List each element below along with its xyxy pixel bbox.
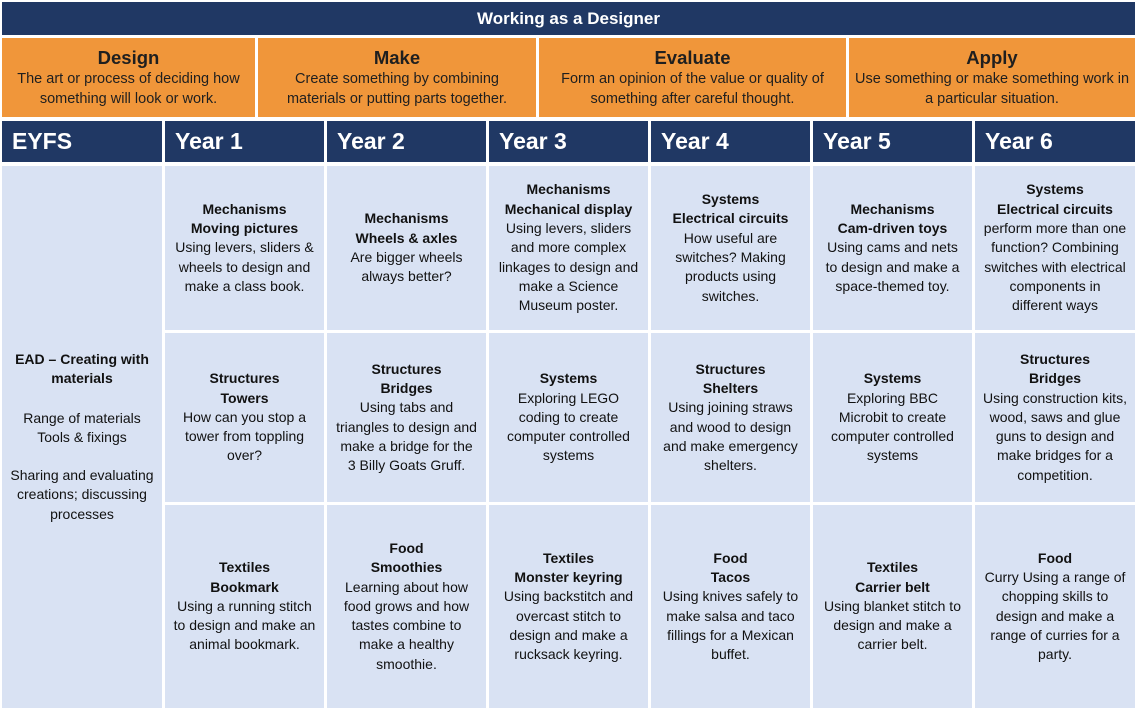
eyfs-line: Sharing and evaluating creations; discussing processes xyxy=(10,467,154,522)
unit-description: Learning about how food grows and how tastes combine to make a healthy smoothie. xyxy=(343,578,470,672)
unit-cell xyxy=(327,505,486,708)
unit-description: Exploring BBC Microbit to create computer controlled systems xyxy=(831,389,954,464)
unit-description: Using backstitch and overcast stitch to design and make a rucksack keyring. xyxy=(503,588,634,663)
unit-description: How useful are switches? Making products using switches. xyxy=(675,229,786,304)
year-header-4: Year 4 xyxy=(651,121,810,162)
phase-name: Apply xyxy=(966,46,1018,68)
phase-design xyxy=(2,38,255,117)
unit-cell xyxy=(813,333,972,502)
unit-cell xyxy=(975,333,1135,502)
phase-description: Form an opinion of the value or quality of something after careful thought. xyxy=(561,70,824,107)
phase-name: Evaluate xyxy=(654,46,731,68)
unit-topic: Textiles xyxy=(218,559,271,576)
phase-description: Use something or make something work in a particular situation. xyxy=(855,70,1130,107)
unit-topic: Structures xyxy=(695,360,766,377)
eyfs-heading: EAD – Creating with materials xyxy=(15,350,149,387)
unit-description: Using tabs and triangles to design and make a bridge for the 3 Billy Goats Gruff. xyxy=(336,399,477,474)
unit-description: Curry Using a range of chopping skills to design and make a range of curries for a party. xyxy=(984,568,1126,663)
unit-project: Wheels & axles xyxy=(355,229,458,246)
phase-description: The art or process of deciding how something will look or work. xyxy=(17,70,240,107)
unit-project: Electrical circuits xyxy=(672,210,789,227)
unit-description: Using levers, sliders and more complex linkages to design and make a Science Museum poster. xyxy=(498,220,639,314)
unit-project: Tacos xyxy=(710,568,751,585)
unit-description: Are bigger wheels always better? xyxy=(350,249,463,285)
unit-project: Monster keyring xyxy=(514,568,623,585)
unit-topic: Mechanisms xyxy=(850,200,935,217)
unit-description: Using a running stitch to design and make an animal bookmark. xyxy=(173,597,316,653)
unit-project: Electrical circuits xyxy=(997,200,1113,217)
unit-cell xyxy=(651,333,810,502)
unit-topic: Food xyxy=(1037,549,1073,566)
unit-project: Shelters xyxy=(702,379,759,396)
eyfs-line: Tools & fixings xyxy=(37,428,127,445)
unit-topic: Systems xyxy=(863,370,922,387)
unit-description: Using cams and nets to design and make a space-themed toy. xyxy=(825,239,960,294)
unit-topic: Mechanisms xyxy=(202,200,287,217)
unit-project: Bridges xyxy=(380,379,433,396)
unit-topic: Mechanisms xyxy=(364,210,449,227)
unit-description: Using knives safely to make salsa and taco fillings for a Mexican buffet. xyxy=(662,588,799,663)
unit-cell xyxy=(489,505,648,708)
unit-topic: Structures xyxy=(1019,350,1091,367)
unit-cell xyxy=(813,166,972,330)
phase-evaluate xyxy=(539,38,846,117)
unit-project: Mechanical display xyxy=(504,200,633,217)
unit-cell xyxy=(165,505,324,708)
unit-cell xyxy=(165,166,324,330)
unit-cell xyxy=(975,505,1135,708)
unit-description: perform more than one function? Combining switches with electrical components in different ways xyxy=(983,220,1127,314)
unit-description: Using joining straws and wood to design and make emergency shelters. xyxy=(663,399,798,474)
eyfs-line: Range of materials xyxy=(23,409,141,426)
unit-topic: Structures xyxy=(371,360,442,377)
phase-name: Make xyxy=(373,46,421,68)
unit-cell xyxy=(489,166,648,330)
unit-description: Using construction kits, wood, saws and glue guns to design and make bridges for a competition. xyxy=(983,389,1127,483)
unit-project: Moving pictures xyxy=(190,220,299,237)
phase-description: Create something by combining materials or putting parts together. xyxy=(286,70,508,107)
unit-cell xyxy=(975,166,1135,330)
phase-name: Design xyxy=(97,46,160,68)
unit-cell xyxy=(489,333,648,502)
unit-project: Towers xyxy=(220,389,269,406)
year-header-6: Year 6 xyxy=(975,121,1135,162)
unit-cell xyxy=(327,333,486,502)
unit-topic: Textiles xyxy=(542,549,595,566)
unit-description: Using blanket stitch to design and make a carrier belt. xyxy=(824,597,961,653)
unit-project: Cam-driven toys xyxy=(837,220,948,237)
unit-topic: Textiles xyxy=(866,559,919,576)
unit-cell xyxy=(651,505,810,708)
unit-project: Smoothies xyxy=(370,559,443,576)
unit-project: Carrier belt xyxy=(855,578,930,595)
unit-topic: Food xyxy=(389,539,424,556)
year-header-eyfs: EYFS xyxy=(2,121,162,162)
year-header-3: Year 3 xyxy=(489,121,648,162)
eyfs-cell xyxy=(2,166,162,708)
unit-topic: Systems xyxy=(539,370,598,387)
unit-description: Using levers, sliders & wheels to design and make a class book. xyxy=(175,239,314,294)
year-header-2: Year 2 xyxy=(327,121,486,162)
unit-cell xyxy=(327,166,486,330)
page-title: Working as a Designer xyxy=(2,2,1135,35)
unit-cell xyxy=(651,166,810,330)
unit-topic: Systems xyxy=(1026,181,1084,198)
unit-project: Bridges xyxy=(1028,370,1082,387)
phase-apply xyxy=(849,38,1135,117)
unit-cell xyxy=(813,505,972,708)
unit-description: Exploring LEGO coding to create computer controlled systems xyxy=(507,389,630,464)
unit-project: Bookmark xyxy=(210,578,279,595)
unit-cell xyxy=(165,333,324,502)
year-header-1: Year 1 xyxy=(165,121,324,162)
unit-topic: Mechanisms xyxy=(526,181,611,198)
phase-make xyxy=(258,38,536,117)
year-header-5: Year 5 xyxy=(813,121,972,162)
unit-description: How can you stop a tower from toppling over? xyxy=(183,408,306,464)
unit-topic: Systems xyxy=(701,191,760,208)
unit-topic: Food xyxy=(713,549,748,566)
unit-topic: Structures xyxy=(209,370,280,387)
